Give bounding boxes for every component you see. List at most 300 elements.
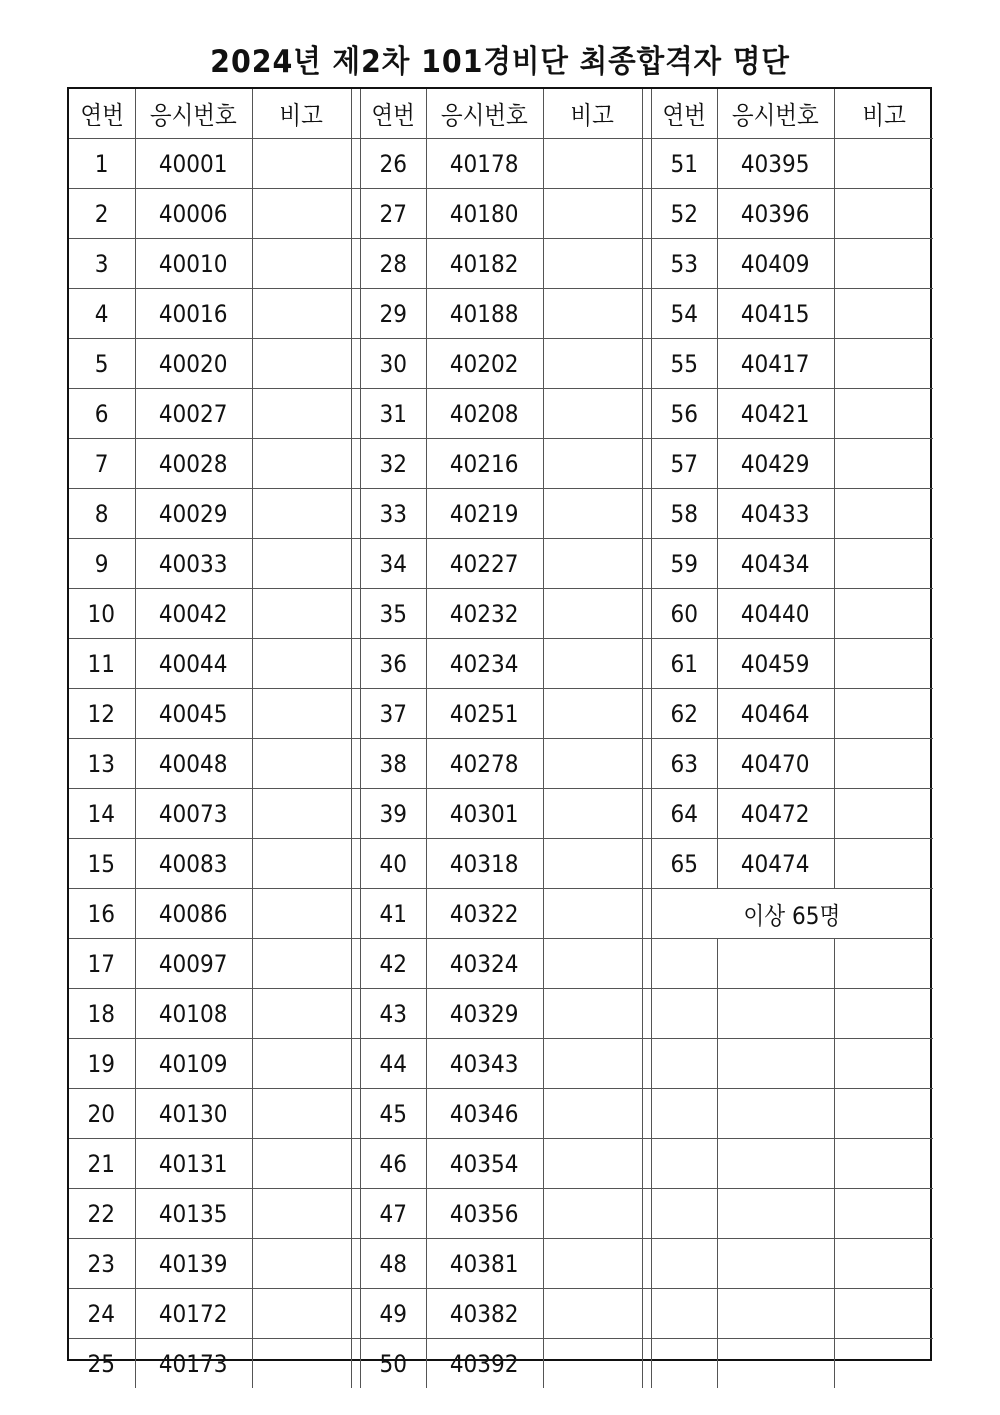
serial-number-text: 21 xyxy=(87,1149,116,1178)
serial-number-text: 41 xyxy=(379,899,407,928)
serial-number-text: 15 xyxy=(87,849,116,878)
exam-number-text: 40044 xyxy=(159,649,228,678)
group-separator xyxy=(642,439,651,489)
exam-number-text: 40227 xyxy=(450,549,519,578)
header-label: 연번 xyxy=(80,100,124,130)
results-table xyxy=(67,87,932,1378)
serial-number-text: 33 xyxy=(379,499,407,528)
exam-number-text: 40434 xyxy=(741,549,810,578)
exam-number-text: 40382 xyxy=(450,1299,519,1328)
table-row xyxy=(69,289,933,339)
serial-number-cell xyxy=(651,1339,717,1389)
serial-number-cell xyxy=(69,889,135,939)
serial-number-cell xyxy=(360,839,426,889)
serial-number-text: 35 xyxy=(379,599,407,628)
serial-number-text: 32 xyxy=(379,449,407,478)
serial-number-cell xyxy=(360,1189,426,1239)
exam-number-cell xyxy=(426,639,543,689)
exam-number-cell xyxy=(426,389,543,439)
serial-number-text: 54 xyxy=(670,299,698,328)
serial-number-text: 23 xyxy=(87,1249,116,1278)
note-cell xyxy=(834,1189,933,1239)
table-row xyxy=(69,189,933,239)
exam-number-text: 40016 xyxy=(159,299,228,328)
table-row xyxy=(69,989,933,1039)
exam-number-cell xyxy=(717,1239,834,1289)
serial-number-text: 31 xyxy=(379,399,407,428)
exam-number-cell xyxy=(135,239,252,289)
group-separator xyxy=(351,489,360,539)
exam-number-text: 40417 xyxy=(741,349,810,378)
group-separator xyxy=(642,189,651,239)
note-cell xyxy=(834,989,933,1039)
note-cell xyxy=(543,739,642,789)
serial-number-cell xyxy=(69,489,135,539)
note-cell xyxy=(543,589,642,639)
serial-number-text: 64 xyxy=(670,799,698,828)
serial-number-text: 29 xyxy=(379,299,407,328)
note-cell xyxy=(252,1289,351,1339)
serial-number-text: 49 xyxy=(379,1299,407,1328)
note-cell xyxy=(834,139,933,189)
serial-number-cell xyxy=(651,989,717,1039)
exam-number-text: 40109 xyxy=(159,1049,228,1078)
note-cell xyxy=(834,839,933,889)
serial-number-text: 12 xyxy=(87,699,116,728)
exam-number-text: 40042 xyxy=(159,599,228,628)
note-cell xyxy=(543,1239,642,1289)
exam-number-text: 40318 xyxy=(450,849,519,878)
note-cell xyxy=(543,1139,642,1189)
group-separator xyxy=(351,689,360,739)
exam-number-cell xyxy=(426,889,543,939)
exam-number-text: 40182 xyxy=(450,249,519,278)
exam-number-cell xyxy=(135,889,252,939)
serial-number-cell xyxy=(69,1039,135,1089)
group-separator xyxy=(642,1239,651,1289)
note-cell xyxy=(543,1039,642,1089)
serial-number-cell xyxy=(651,689,717,739)
exam-number-text: 40108 xyxy=(159,999,228,1028)
header-label: 비고 xyxy=(862,100,906,130)
serial-number-cell xyxy=(651,439,717,489)
header-serial-number xyxy=(651,89,717,139)
exam-number-text: 40433 xyxy=(741,499,810,528)
exam-number-cell xyxy=(426,939,543,989)
note-cell xyxy=(543,539,642,589)
table-row xyxy=(69,689,933,739)
note-cell xyxy=(834,189,933,239)
note-cell xyxy=(834,539,933,589)
exam-number-text: 40045 xyxy=(159,699,228,728)
exam-number-cell xyxy=(135,1139,252,1189)
note-cell xyxy=(252,839,351,889)
note-cell xyxy=(543,789,642,839)
summary-cell xyxy=(651,889,933,939)
group-separator xyxy=(642,89,651,139)
exam-number-text: 40130 xyxy=(159,1099,228,1128)
group-separator xyxy=(642,539,651,589)
note-cell xyxy=(252,889,351,939)
serial-number-text: 58 xyxy=(670,499,698,528)
exam-number-cell xyxy=(135,139,252,189)
exam-number-cell xyxy=(717,589,834,639)
group-separator xyxy=(351,1339,360,1389)
header-label: 응시번호 xyxy=(732,100,819,130)
note-cell xyxy=(252,489,351,539)
serial-number-cell xyxy=(360,1289,426,1339)
header-row xyxy=(69,89,933,139)
exam-number-text: 40356 xyxy=(450,1199,519,1228)
table-row xyxy=(69,1289,933,1339)
serial-number-text: 51 xyxy=(670,149,698,178)
exam-number-text: 40232 xyxy=(450,599,519,628)
exam-number-cell xyxy=(717,989,834,1039)
serial-number-cell xyxy=(651,389,717,439)
exam-number-cell xyxy=(135,1289,252,1339)
serial-number-text: 20 xyxy=(87,1099,116,1128)
exam-number-cell xyxy=(426,1289,543,1339)
group-separator xyxy=(351,939,360,989)
serial-number-text: 30 xyxy=(379,349,407,378)
serial-number-text: 5 xyxy=(94,349,109,378)
note-cell xyxy=(543,1089,642,1139)
serial-number-cell xyxy=(69,939,135,989)
serial-number-cell xyxy=(69,1289,135,1339)
exam-number-cell xyxy=(135,1339,252,1389)
exam-number-cell xyxy=(426,189,543,239)
table-row xyxy=(69,539,933,589)
note-cell xyxy=(834,939,933,989)
exam-number-cell xyxy=(426,339,543,389)
serial-number-cell xyxy=(69,689,135,739)
exam-number-cell xyxy=(135,539,252,589)
exam-number-cell xyxy=(426,689,543,739)
exam-number-cell xyxy=(135,989,252,1039)
note-cell xyxy=(252,989,351,1039)
exam-number-cell xyxy=(426,589,543,639)
serial-number-cell xyxy=(69,1339,135,1389)
group-separator xyxy=(351,1289,360,1339)
table-row xyxy=(69,1189,933,1239)
serial-number-cell xyxy=(651,1139,717,1189)
serial-number-cell xyxy=(360,139,426,189)
serial-number-cell xyxy=(360,189,426,239)
serial-number-text: 25 xyxy=(87,1349,116,1378)
serial-number-text: 56 xyxy=(670,399,698,428)
serial-number-cell xyxy=(360,289,426,339)
note-cell xyxy=(834,1039,933,1089)
exam-number-cell xyxy=(717,289,834,339)
table-row xyxy=(69,739,933,789)
serial-number-cell xyxy=(651,739,717,789)
note-cell xyxy=(252,189,351,239)
header-label: 비고 xyxy=(279,100,324,130)
group-separator xyxy=(642,1089,651,1139)
exam-number-text: 40172 xyxy=(159,1299,228,1328)
serial-number-text: 46 xyxy=(379,1149,407,1178)
note-cell xyxy=(834,239,933,289)
exam-number-text: 40178 xyxy=(450,149,519,178)
serial-number-cell xyxy=(69,289,135,339)
header-label: 응시번호 xyxy=(441,100,528,130)
table-row xyxy=(69,1239,933,1289)
group-separator xyxy=(351,439,360,489)
serial-number-text: 37 xyxy=(379,699,407,728)
note-cell xyxy=(834,339,933,389)
serial-number-text: 63 xyxy=(670,749,698,778)
summary-text: 이상 65명 xyxy=(743,902,841,930)
note-cell xyxy=(252,539,351,589)
group-separator xyxy=(351,339,360,389)
note-cell xyxy=(252,1039,351,1089)
exam-number-text: 40381 xyxy=(450,1249,519,1278)
serial-number-cell xyxy=(69,539,135,589)
exam-number-cell xyxy=(426,1039,543,1089)
note-cell xyxy=(543,989,642,1039)
note-cell xyxy=(252,289,351,339)
group-separator xyxy=(351,739,360,789)
note-cell xyxy=(834,689,933,739)
serial-number-cell xyxy=(69,839,135,889)
exam-number-text: 40392 xyxy=(450,1349,519,1378)
exam-number-cell xyxy=(426,289,543,339)
exam-number-cell xyxy=(135,1239,252,1289)
table-row xyxy=(69,1339,933,1389)
group-separator xyxy=(351,789,360,839)
serial-number-cell xyxy=(651,1189,717,1239)
serial-number-cell xyxy=(651,1039,717,1089)
note-cell xyxy=(543,189,642,239)
serial-number-text: 4 xyxy=(94,299,109,328)
serial-number-cell xyxy=(360,1139,426,1189)
group-separator xyxy=(642,889,651,939)
serial-number-text: 39 xyxy=(379,799,407,828)
serial-number-cell xyxy=(651,939,717,989)
serial-number-cell xyxy=(360,1339,426,1389)
note-cell xyxy=(252,1139,351,1189)
header-serial-number xyxy=(360,89,426,139)
serial-number-cell xyxy=(651,489,717,539)
note-cell xyxy=(543,139,642,189)
table-row xyxy=(69,389,933,439)
exam-number-text: 40409 xyxy=(741,249,810,278)
exam-number-text: 40027 xyxy=(159,399,228,428)
serial-number-cell xyxy=(360,489,426,539)
group-separator xyxy=(351,589,360,639)
exam-number-text: 40346 xyxy=(450,1099,519,1128)
serial-number-cell xyxy=(360,1089,426,1139)
note-cell xyxy=(834,1089,933,1139)
serial-number-cell xyxy=(69,239,135,289)
note-cell xyxy=(543,489,642,539)
serial-number-text: 28 xyxy=(379,249,407,278)
note-cell xyxy=(834,489,933,539)
group-separator xyxy=(351,1089,360,1139)
serial-number-cell xyxy=(360,889,426,939)
exam-number-cell xyxy=(717,789,834,839)
exam-number-text: 40010 xyxy=(159,249,228,278)
serial-number-cell xyxy=(651,1089,717,1139)
group-separator xyxy=(642,839,651,889)
group-separator xyxy=(642,639,651,689)
group-separator xyxy=(351,1139,360,1189)
exam-number-cell xyxy=(426,989,543,1039)
exam-number-cell xyxy=(717,839,834,889)
exam-number-text: 40278 xyxy=(450,749,519,778)
serial-number-cell xyxy=(360,439,426,489)
serial-number-text: 50 xyxy=(379,1349,407,1378)
serial-number-cell xyxy=(360,939,426,989)
exam-number-text: 40472 xyxy=(741,799,810,828)
exam-number-text: 40322 xyxy=(450,899,519,928)
serial-number-cell xyxy=(360,989,426,1039)
exam-number-text: 40001 xyxy=(159,149,228,178)
table-row xyxy=(69,1139,933,1189)
group-separator xyxy=(351,889,360,939)
group-separator xyxy=(351,539,360,589)
serial-number-text: 7 xyxy=(94,449,109,478)
exam-number-text: 40343 xyxy=(450,1049,519,1078)
exam-number-text: 40006 xyxy=(159,199,228,228)
exam-number-cell xyxy=(135,1039,252,1089)
header-note xyxy=(834,89,933,139)
exam-number-cell xyxy=(426,539,543,589)
table-row xyxy=(69,489,933,539)
serial-number-text: 42 xyxy=(379,949,407,978)
note-cell xyxy=(543,389,642,439)
exam-number-cell xyxy=(717,939,834,989)
serial-number-cell xyxy=(651,539,717,589)
exam-number-cell xyxy=(426,139,543,189)
group-separator xyxy=(642,139,651,189)
exam-number-text: 40396 xyxy=(741,199,810,228)
serial-number-text: 8 xyxy=(94,499,109,528)
table-row xyxy=(69,889,933,939)
serial-number-cell xyxy=(360,1239,426,1289)
exam-number-text: 40173 xyxy=(159,1349,228,1378)
note-cell xyxy=(252,439,351,489)
header-label: 응시번호 xyxy=(150,100,237,130)
serial-number-text: 24 xyxy=(87,1299,116,1328)
results-table-grid xyxy=(69,89,933,1388)
group-separator xyxy=(642,1189,651,1239)
table-row xyxy=(69,589,933,639)
serial-number-text: 45 xyxy=(379,1099,407,1128)
serial-number-cell xyxy=(651,289,717,339)
group-separator xyxy=(351,989,360,1039)
group-separator xyxy=(351,1189,360,1239)
group-separator xyxy=(642,739,651,789)
exam-number-cell xyxy=(135,789,252,839)
header-note xyxy=(543,89,642,139)
exam-number-text: 40033 xyxy=(159,549,228,578)
serial-number-text: 52 xyxy=(670,199,698,228)
serial-number-text: 34 xyxy=(379,549,407,578)
table-row xyxy=(69,789,933,839)
header-note xyxy=(252,89,351,139)
serial-number-cell xyxy=(69,1239,135,1289)
serial-number-cell xyxy=(69,439,135,489)
serial-number-text: 44 xyxy=(379,1049,407,1078)
table-row xyxy=(69,1039,933,1089)
serial-number-text: 61 xyxy=(670,649,698,678)
serial-number-text: 48 xyxy=(379,1249,407,1278)
note-cell xyxy=(252,389,351,439)
serial-number-cell xyxy=(360,639,426,689)
serial-number-cell xyxy=(360,739,426,789)
note-cell xyxy=(543,689,642,739)
exam-number-text: 40028 xyxy=(159,449,228,478)
serial-number-cell xyxy=(69,639,135,689)
exam-number-cell xyxy=(135,339,252,389)
serial-number-text: 38 xyxy=(379,749,407,778)
note-cell xyxy=(252,639,351,689)
exam-number-text: 40395 xyxy=(741,149,810,178)
exam-number-text: 40354 xyxy=(450,1149,519,1178)
exam-number-cell xyxy=(135,1189,252,1239)
exam-number-cell xyxy=(717,489,834,539)
note-cell xyxy=(543,639,642,689)
exam-number-text: 40048 xyxy=(159,749,228,778)
exam-number-cell xyxy=(426,789,543,839)
exam-number-cell xyxy=(135,439,252,489)
note-cell xyxy=(252,1089,351,1139)
document-title: 2024년 제2차 101경비단 최종합격자 명단 xyxy=(210,44,790,80)
serial-number-text: 9 xyxy=(94,549,109,578)
exam-number-cell xyxy=(717,139,834,189)
note-cell xyxy=(543,1289,642,1339)
note-cell xyxy=(834,1239,933,1289)
note-cell xyxy=(252,589,351,639)
exam-number-cell xyxy=(426,1239,543,1289)
exam-number-cell xyxy=(426,1139,543,1189)
serial-number-cell xyxy=(360,589,426,639)
exam-number-cell xyxy=(717,1289,834,1339)
exam-number-text: 40301 xyxy=(450,799,519,828)
exam-number-cell xyxy=(717,1339,834,1389)
exam-number-text: 40415 xyxy=(741,299,810,328)
serial-number-text: 59 xyxy=(670,549,698,578)
exam-number-cell xyxy=(717,739,834,789)
serial-number-text: 36 xyxy=(379,649,407,678)
group-separator xyxy=(642,389,651,439)
exam-number-cell xyxy=(426,1339,543,1389)
exam-number-cell xyxy=(135,389,252,439)
serial-number-text: 17 xyxy=(87,949,116,978)
exam-number-text: 40429 xyxy=(741,449,810,478)
group-separator xyxy=(351,189,360,239)
serial-number-cell xyxy=(360,239,426,289)
group-separator xyxy=(351,1039,360,1089)
header-label: 연번 xyxy=(371,100,415,130)
serial-number-cell xyxy=(69,989,135,1039)
serial-number-cell xyxy=(651,189,717,239)
exam-number-cell xyxy=(717,1039,834,1089)
exam-number-text: 40216 xyxy=(450,449,519,478)
note-cell xyxy=(252,689,351,739)
note-cell xyxy=(834,1139,933,1189)
exam-number-cell xyxy=(717,1139,834,1189)
group-separator xyxy=(642,289,651,339)
serial-number-cell xyxy=(651,1289,717,1339)
note-cell xyxy=(543,1189,642,1239)
serial-number-cell xyxy=(360,539,426,589)
serial-number-text: 13 xyxy=(87,749,116,778)
exam-number-text: 40234 xyxy=(450,649,519,678)
serial-number-text: 27 xyxy=(379,199,407,228)
exam-number-text: 40474 xyxy=(741,849,810,878)
